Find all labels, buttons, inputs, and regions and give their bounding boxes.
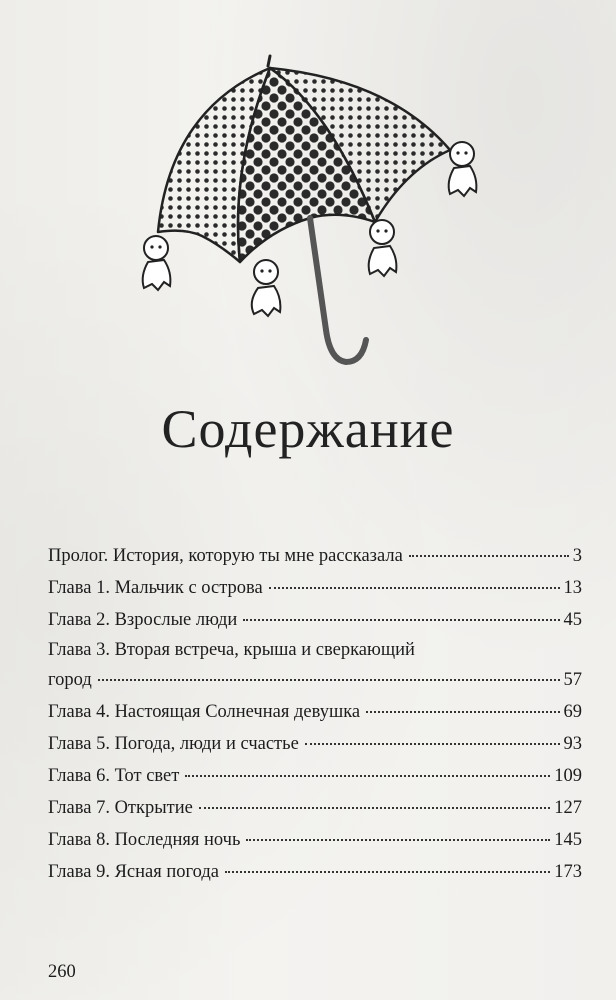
umbrella-with-teru-teru-bozu-icon (130, 50, 510, 380)
toc-entry-title: Глава 6. Тот свет (48, 766, 180, 786)
toc-leader-dots (409, 555, 569, 557)
toc-entry-page: 109 (554, 766, 582, 786)
toc-entry-page: 3 (572, 546, 582, 566)
toc-entry-page: 69 (563, 702, 582, 722)
toc-entry-title: Пролог. История, которую ты мне рассказала (48, 546, 403, 566)
toc-entry-page: 57 (563, 670, 582, 690)
toc-leader-dots (246, 839, 550, 841)
toc-entry-chapter-7[interactable] (48, 792, 582, 824)
toc-entry-chapter-9[interactable] (48, 856, 582, 888)
toc-leader-dots (305, 743, 560, 745)
toc-entry-title: Глава 2. Взрослые люди (48, 610, 238, 630)
toc-entry-page: 13 (563, 578, 582, 598)
toc-entry-page: 145 (554, 830, 582, 850)
toc-entry-page: 93 (563, 734, 582, 754)
toc-leader-dots (269, 587, 560, 589)
toc-entry-page: 45 (563, 610, 582, 630)
toc-entry-prologue[interactable] (48, 540, 582, 572)
toc-entry-title: Глава 8. Последняя ночь (48, 830, 241, 850)
toc-entry-page: 173 (554, 862, 582, 882)
teru-teru-bozu-right-low (369, 220, 397, 276)
toc-leader-dots (98, 679, 560, 681)
toc-leader-dots (185, 775, 550, 777)
toc-entry-chapter-6[interactable] (48, 760, 582, 792)
toc-leader-dots (225, 871, 550, 873)
teru-teru-bozu-right-high (449, 142, 477, 196)
teru-teru-bozu-left (143, 236, 171, 290)
toc-entry-chapter-8[interactable] (48, 824, 582, 856)
toc-entry-title: Глава 1. Мальчик с острова (48, 578, 263, 598)
toc-entry-title: Глава 5. Погода, люди и счастье (48, 734, 299, 754)
toc-leader-dots (199, 807, 550, 809)
toc-leader-dots (243, 619, 559, 621)
teru-teru-bozu-middle (252, 260, 281, 316)
page-number: 260 (48, 962, 76, 982)
toc-entry-chapter-1[interactable] (48, 572, 582, 604)
toc-entry-title: Глава 9. Ясная погода (48, 862, 219, 882)
toc-leader-dots (366, 711, 559, 713)
toc-entry-chapter-2[interactable] (48, 604, 582, 636)
table-of-contents (48, 540, 582, 888)
toc-entry-title: Глава 7. Открытие (48, 798, 193, 818)
toc-entry-chapter-4[interactable] (48, 696, 582, 728)
toc-entry-page: 127 (554, 798, 582, 818)
toc-entry-chapter-5[interactable] (48, 728, 582, 760)
toc-entry-chapter-3[interactable] (48, 636, 582, 696)
toc-entry-title: Глава 4. Настоящая Солнечная девушка (48, 702, 361, 722)
toc-entry-title-line1: Глава 3. Вторая встреча, крыша и сверкающий (48, 640, 415, 660)
page-title: Содержание (161, 399, 455, 459)
toc-entry-title-line2: город (48, 670, 92, 690)
